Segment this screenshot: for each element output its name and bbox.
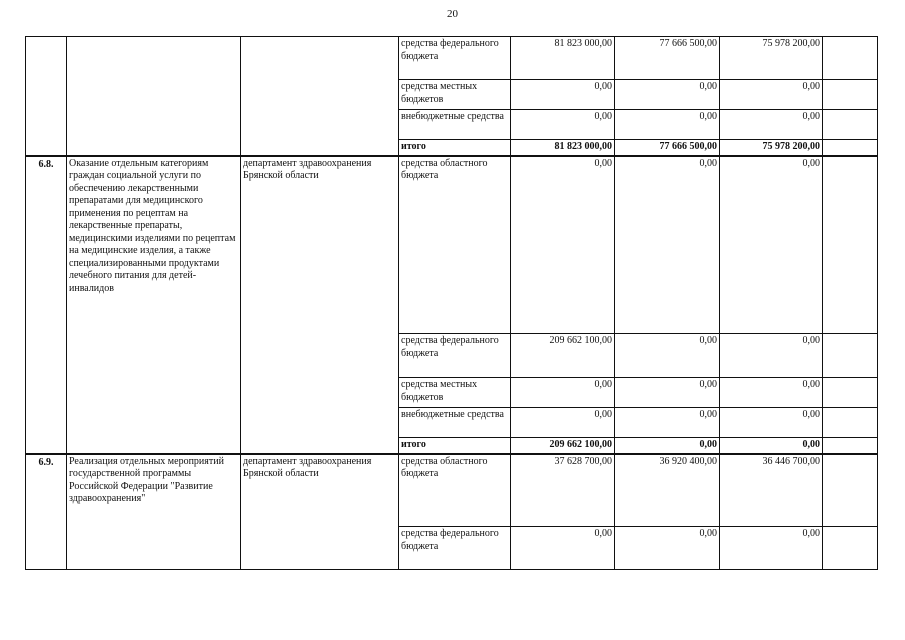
empty-cell bbox=[823, 454, 878, 527]
value-cell: 0,00 bbox=[615, 527, 720, 570]
value-cell: 0,00 bbox=[720, 438, 823, 454]
value-cell: 0,00 bbox=[720, 110, 823, 140]
empty-cell bbox=[823, 80, 878, 110]
value-cell: 75 978 200,00 bbox=[720, 37, 823, 80]
source-cell: внебюджетные средства bbox=[399, 110, 511, 140]
empty-cell bbox=[823, 37, 878, 80]
empty-cell bbox=[823, 334, 878, 378]
source-cell: средства местных бюджетов bbox=[399, 378, 511, 408]
value-cell: 0,00 bbox=[720, 156, 823, 334]
source-cell: средства федерального бюджета bbox=[399, 527, 511, 570]
value-cell: 0,00 bbox=[511, 408, 615, 438]
empty-cell bbox=[823, 438, 878, 454]
value-cell: 0,00 bbox=[615, 334, 720, 378]
value-cell: 36 446 700,00 bbox=[720, 454, 823, 527]
value-cell: 37 628 700,00 bbox=[511, 454, 615, 527]
value-cell: 0,00 bbox=[511, 378, 615, 408]
item-number: 6.8. bbox=[26, 156, 67, 454]
value-cell: 0,00 bbox=[720, 80, 823, 110]
source-cell: внебюджетные средства bbox=[399, 408, 511, 438]
value-cell: 0,00 bbox=[615, 378, 720, 408]
value-cell: 0,00 bbox=[511, 110, 615, 140]
value-cell: 0,00 bbox=[615, 80, 720, 110]
value-cell: 209 662 100,00 bbox=[511, 334, 615, 378]
page-number: 20 bbox=[447, 8, 458, 20]
source-cell: средства областного бюджета bbox=[399, 156, 511, 334]
source-cell: итого bbox=[399, 140, 511, 156]
empty-cell bbox=[823, 140, 878, 156]
empty-cell bbox=[823, 527, 878, 570]
empty-cell bbox=[823, 156, 878, 334]
value-cell: 36 920 400,00 bbox=[615, 454, 720, 527]
item-executor: департамент здравоохранения Брянской области bbox=[241, 454, 399, 570]
value-cell: 0,00 bbox=[615, 156, 720, 334]
value-cell: 81 823 000,00 bbox=[511, 140, 615, 156]
table-row bbox=[26, 37, 878, 80]
value-cell: 0,00 bbox=[720, 378, 823, 408]
source-cell: средства федерального бюджета bbox=[399, 37, 511, 80]
value-cell: 0,00 bbox=[615, 408, 720, 438]
table-row bbox=[26, 454, 878, 527]
value-cell: 0,00 bbox=[720, 408, 823, 438]
value-cell: 0,00 bbox=[511, 527, 615, 570]
funding-table bbox=[25, 36, 878, 570]
number-cell bbox=[26, 37, 67, 156]
source-cell: средства местных бюджетов bbox=[399, 80, 511, 110]
value-cell: 0,00 bbox=[511, 80, 615, 110]
value-cell: 0,00 bbox=[511, 156, 615, 334]
item-name: Оказание отдельным категориям граждан социальной услуги по обеспечению лекарственными препаратами для медицинского применения по рецептам на лекарственные препараты, медицинскими изделиями по рецептам на медицинские изделия, а также специализированными продуктами лечебного питания для детей-инвалидов bbox=[67, 156, 241, 454]
value-cell: 0,00 bbox=[615, 110, 720, 140]
value-cell: 0,00 bbox=[720, 334, 823, 378]
source-cell: итого bbox=[399, 438, 511, 454]
value-cell: 209 662 100,00 bbox=[511, 438, 615, 454]
value-cell: 75 978 200,00 bbox=[720, 140, 823, 156]
item-executor: департамент здравоохранения Брянской области bbox=[241, 156, 399, 454]
executor-cell bbox=[241, 37, 399, 156]
value-cell: 0,00 bbox=[720, 527, 823, 570]
name-cell bbox=[67, 37, 241, 156]
item-number: 6.9. bbox=[26, 454, 67, 570]
empty-cell bbox=[823, 110, 878, 140]
value-cell: 81 823 000,00 bbox=[511, 37, 615, 80]
source-cell: средства федерального бюджета bbox=[399, 334, 511, 378]
table-row bbox=[26, 156, 878, 334]
value-cell: 77 666 500,00 bbox=[615, 140, 720, 156]
source-cell: средства областного бюджета bbox=[399, 454, 511, 527]
item-name: Реализация отдельных мероприятий государственной программы Российской Федерации "Развитие здравоохранения" bbox=[67, 454, 241, 570]
value-cell: 77 666 500,00 bbox=[615, 37, 720, 80]
empty-cell bbox=[823, 408, 878, 438]
value-cell: 0,00 bbox=[615, 438, 720, 454]
empty-cell bbox=[823, 378, 878, 408]
